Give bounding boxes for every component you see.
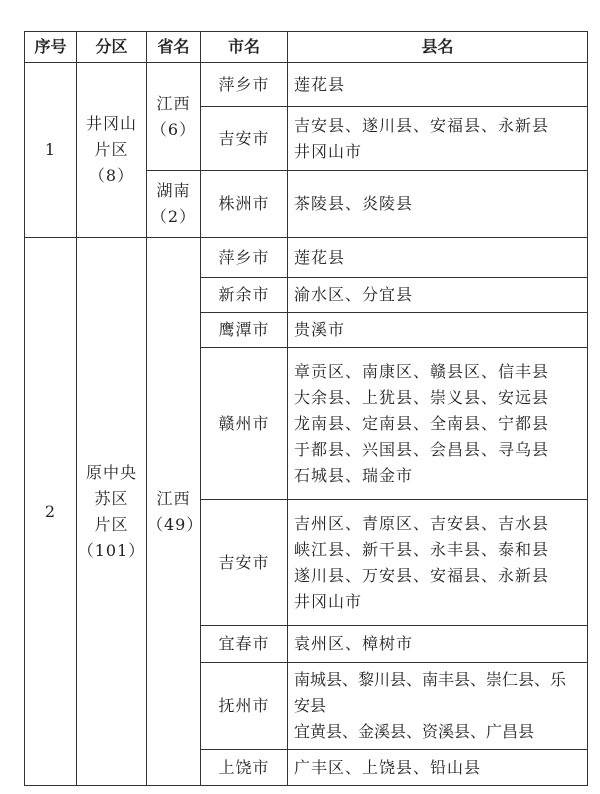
city-name: 吉安市 [201, 500, 288, 626]
table-row [25, 238, 588, 278]
county-list: 袁州区、樟树市 [288, 626, 588, 663]
county-list: 莲花县 [288, 63, 588, 107]
city-name: 宜春市 [201, 626, 288, 663]
county-list: 吉安县、遂川县、安福县、永新县 井冈山市 [288, 107, 588, 171]
province-name: 湖南 （2） [147, 171, 201, 238]
county-list: 吉州区、青原区、吉安县、吉水县 峡江县、新干县、永丰县、泰和县 遂川县、万安县、安福县、永新县 井冈山市 [288, 500, 588, 626]
county-list: 广丰区、上饶县、铅山县 [288, 750, 588, 786]
group-no: 1 [25, 63, 77, 238]
county-list: 渝水区、分宜县 [288, 278, 588, 313]
county-list: 章贡区、南康区、赣县区、信丰县 大余县、上犹县、崇义县、安远县 龙南县、定南县、全南县、宁都县 于都县、兴国县、会昌县、寻乌县 石城县、瑞金市 [288, 348, 588, 500]
city-name: 上饶市 [201, 750, 288, 786]
province-name: 江西 （49） [147, 238, 201, 786]
city-name: 新余市 [201, 278, 288, 313]
group-no: 2 [25, 238, 77, 786]
header-province: 省名 [147, 32, 201, 63]
county-list: 莲花县 [288, 238, 588, 278]
city-name: 赣州市 [201, 348, 288, 500]
city-name: 鹰潭市 [201, 313, 288, 348]
header-county: 县名 [288, 32, 588, 63]
header-no: 序号 [25, 32, 77, 63]
county-list: 南城县、黎川县、南丰县、崇仁县、乐安县 宜黄县、金溪县、资溪县、广昌县 [288, 663, 588, 750]
county-list: 茶陵县、炎陵县 [288, 171, 588, 238]
city-name: 株洲市 [201, 171, 288, 238]
header-row [25, 32, 588, 63]
city-name: 抚州市 [201, 663, 288, 750]
header-city: 市名 [201, 32, 288, 63]
city-name: 萍乡市 [201, 63, 288, 107]
province-name: 江西 （6） [147, 63, 201, 171]
header-area: 分区 [77, 32, 147, 63]
area-name: 原中央 苏区 片区 （101） [77, 238, 147, 786]
city-name: 吉安市 [201, 107, 288, 171]
area-name: 井冈山 片区 （8） [77, 63, 147, 238]
city-name: 萍乡市 [201, 238, 288, 278]
district-table [24, 31, 588, 786]
county-list: 贵溪市 [288, 313, 588, 348]
table-row [25, 63, 588, 107]
